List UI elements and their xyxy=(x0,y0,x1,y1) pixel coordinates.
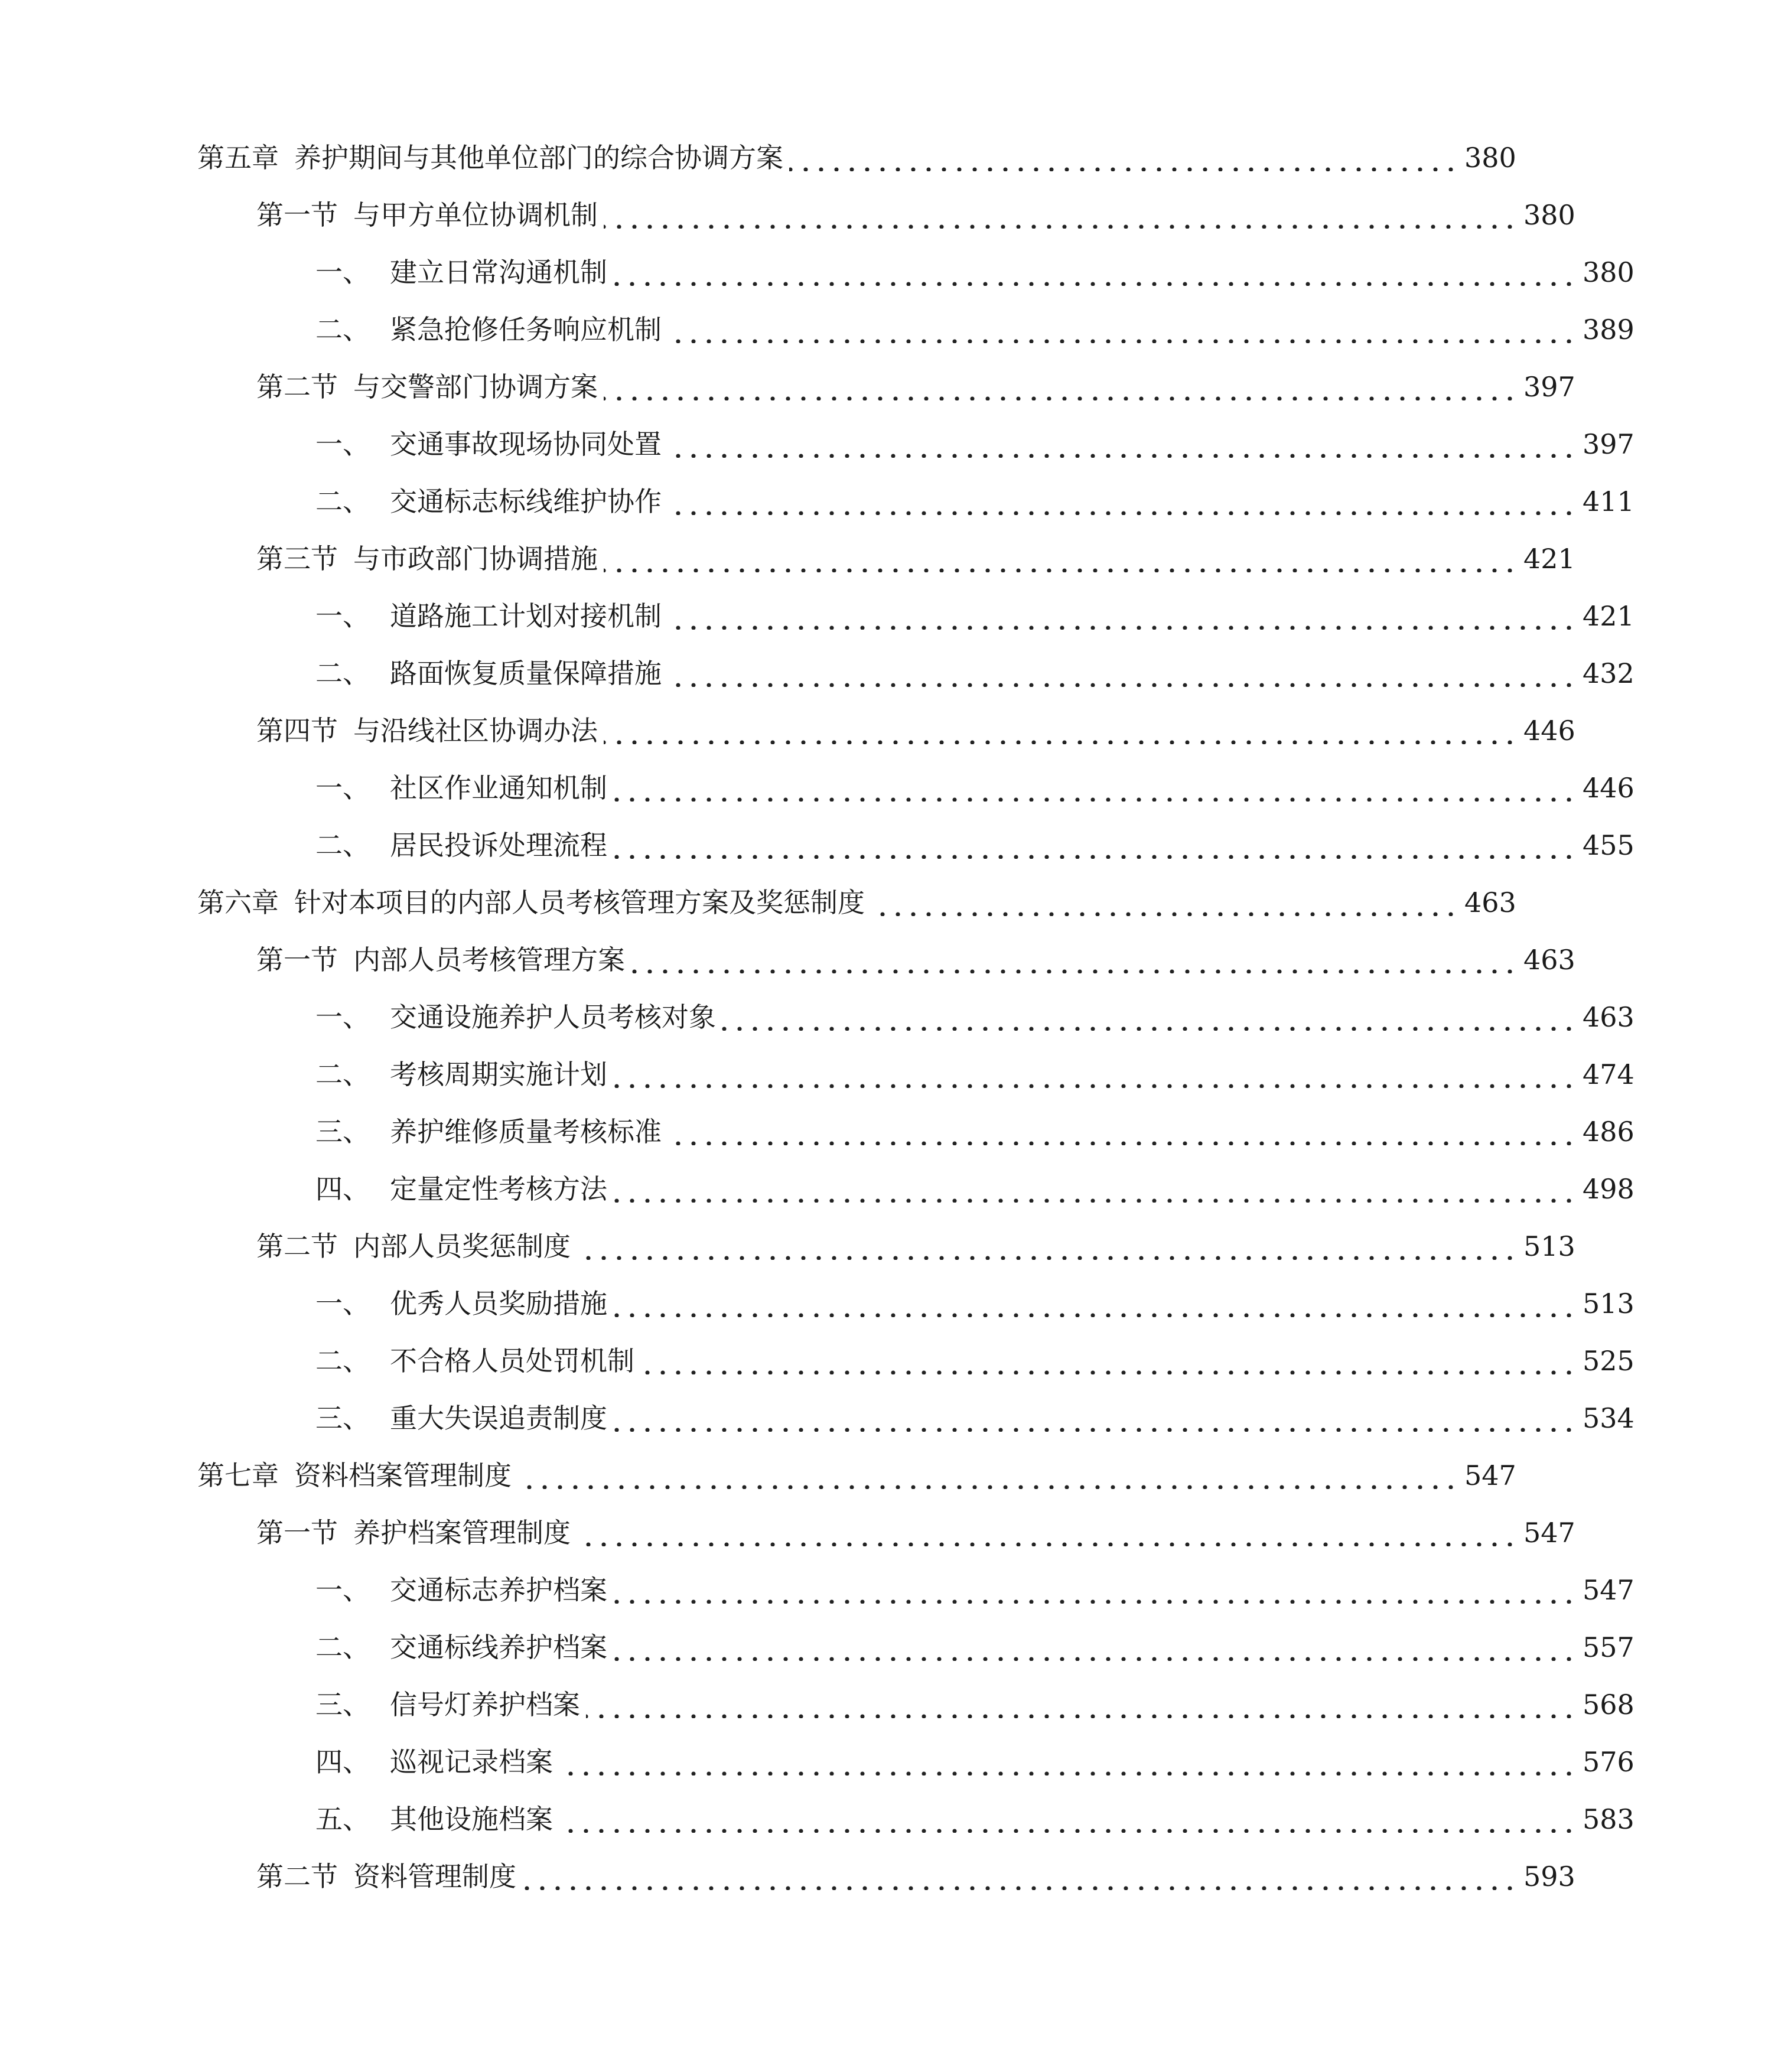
toc-entry-page: 463 xyxy=(1464,887,1516,918)
toc-entry-section[interactable] xyxy=(0,1511,1722,1554)
dot-leader xyxy=(613,259,1577,286)
toc-entry-title: 内部人员考核管理方案 xyxy=(353,944,625,976)
toc-entry-title: 养护档案管理制度 xyxy=(353,1517,571,1549)
dot-leader xyxy=(604,373,1518,400)
toc-entry-page: 455 xyxy=(1583,829,1635,861)
toc-entry-title: 内部人员奖惩制度 xyxy=(353,1230,571,1262)
dot-leader xyxy=(613,1405,1577,1432)
toc-entry-label: 二、 xyxy=(315,829,370,861)
toc-entry-title: 与沿线社区协调办法 xyxy=(353,715,598,747)
toc-entry-title: 优秀人员奖励措施 xyxy=(390,1288,607,1320)
toc-entry-page: 380 xyxy=(1464,142,1516,174)
toc-entry-page: 576 xyxy=(1583,1746,1635,1778)
toc-entry-chapter[interactable] xyxy=(0,881,1663,924)
toc-entry-title: 居民投诉处理流程 xyxy=(390,829,607,861)
toc-entry-title: 社区作业通知机制 xyxy=(390,772,607,804)
toc-entry-page: 547 xyxy=(1583,1574,1635,1606)
toc-entry-label: 三、 xyxy=(315,1402,370,1434)
toc-entry-section[interactable] xyxy=(0,194,1722,236)
toc-entry-item[interactable] xyxy=(0,1168,1781,1210)
toc-entry-label: 四、 xyxy=(315,1746,370,1778)
dot-leader xyxy=(668,488,1577,515)
toc-entry-page: 557 xyxy=(1583,1631,1635,1663)
toc-entry-page: 446 xyxy=(1523,715,1575,747)
toc-entry-label: 二、 xyxy=(315,1058,370,1090)
toc-entry-label: 第一节 xyxy=(256,944,338,976)
toc-entry-section[interactable] xyxy=(0,709,1722,752)
toc-entry-label: 第二节 xyxy=(256,1861,338,1892)
toc-entry-title: 建立日常沟通机制 xyxy=(390,256,607,288)
dot-leader xyxy=(559,1748,1577,1775)
toc-entry-item[interactable] xyxy=(0,767,1781,809)
toc-entry-label: 一、 xyxy=(315,1001,370,1033)
dot-leader xyxy=(604,545,1518,572)
dot-leader xyxy=(577,1519,1518,1546)
toc-entry-title: 巡视记录档案 xyxy=(390,1746,553,1778)
toc-entry-page: 421 xyxy=(1583,600,1635,632)
toc-entry-title: 交通标志养护档案 xyxy=(390,1574,607,1606)
toc-entry-page: 568 xyxy=(1583,1689,1635,1721)
toc-entry-page: 498 xyxy=(1583,1173,1635,1205)
toc-entry-label: 第四节 xyxy=(256,715,338,747)
toc-entry-item[interactable] xyxy=(0,595,1781,637)
toc-entry-title: 针对本项目的内部人员考核管理方案及奖惩制度 xyxy=(294,887,865,918)
dot-leader xyxy=(613,1061,1577,1088)
toc-entry-label: 一、 xyxy=(315,428,370,460)
toc-entry-page: 525 xyxy=(1583,1345,1635,1377)
toc-entry-page: 432 xyxy=(1583,657,1635,689)
toc-entry-page: 411 xyxy=(1583,486,1635,517)
toc-entry-item[interactable] xyxy=(0,251,1781,294)
dot-leader xyxy=(668,1118,1577,1145)
toc-entry-title: 与甲方单位协调机制 xyxy=(353,199,598,231)
toc-entry-page: 397 xyxy=(1523,371,1575,403)
dot-leader xyxy=(668,602,1577,630)
toc-entry-label: 第六章 xyxy=(197,887,279,918)
toc-entry-label: 第二节 xyxy=(256,371,338,403)
toc-entry-label: 一、 xyxy=(315,256,370,288)
toc-entry-label: 第一节 xyxy=(256,1517,338,1549)
toc-entry-item[interactable] xyxy=(0,824,1781,866)
toc-entry-title: 其他设施档案 xyxy=(390,1803,553,1835)
toc-entry-item[interactable] xyxy=(0,652,1781,695)
toc-entry-item[interactable] xyxy=(0,1741,1781,1783)
toc-entry-item[interactable] xyxy=(0,1282,1781,1325)
dot-leader xyxy=(631,946,1518,973)
toc-entry-item[interactable] xyxy=(0,1110,1781,1153)
toc-entry-title: 重大失误追责制度 xyxy=(390,1402,607,1434)
dot-leader xyxy=(613,774,1577,802)
toc-entry-item[interactable] xyxy=(0,423,1781,465)
toc-entry-label: 一、 xyxy=(315,772,370,804)
toc-entry-label: 二、 xyxy=(315,657,370,689)
toc-entry-item[interactable] xyxy=(0,1340,1781,1382)
dot-leader xyxy=(789,144,1458,171)
toc-entry-label: 五、 xyxy=(315,1803,370,1835)
dot-leader xyxy=(613,1576,1577,1604)
toc-entry-title: 养护期间与其他单位部门的综合协调方案 xyxy=(294,142,783,174)
toc-entry-section[interactable] xyxy=(0,1855,1722,1898)
toc-entry-label: 三、 xyxy=(315,1116,370,1148)
toc-entry-label: 第二节 xyxy=(256,1230,338,1262)
toc-entry-page: 463 xyxy=(1523,944,1575,976)
dot-leader xyxy=(604,717,1518,744)
toc-entry-page: 534 xyxy=(1583,1402,1635,1434)
toc-entry-page: 474 xyxy=(1583,1058,1635,1090)
dot-leader xyxy=(517,1462,1458,1489)
toc-entry-chapter[interactable] xyxy=(0,136,1663,179)
toc-entry-page: 547 xyxy=(1523,1517,1575,1549)
toc-entry-page: 380 xyxy=(1583,256,1635,288)
toc-entry-item[interactable] xyxy=(0,1626,1781,1669)
dot-leader xyxy=(559,1806,1577,1833)
toc-entry-item[interactable] xyxy=(0,996,1781,1038)
toc-entry-title: 定量定性考核方法 xyxy=(390,1173,607,1205)
toc-entry-title: 交通标志标线维护协作 xyxy=(390,486,662,517)
toc-entry-page: 397 xyxy=(1583,428,1635,460)
dot-leader xyxy=(613,832,1577,859)
toc-entry-title: 交通标线养护档案 xyxy=(390,1631,607,1663)
toc-entry-label: 第三节 xyxy=(256,543,338,575)
toc-entry-page: 513 xyxy=(1583,1288,1635,1320)
toc-entry-label: 第一节 xyxy=(256,199,338,231)
toc-entry-title: 道路施工计划对接机制 xyxy=(390,600,662,632)
toc-entry-label: 一、 xyxy=(315,1574,370,1606)
toc-entry-page: 446 xyxy=(1583,772,1635,804)
toc-entry-label: 第七章 xyxy=(197,1459,279,1491)
toc-entry-label: 二、 xyxy=(315,486,370,517)
toc-entry-item[interactable] xyxy=(0,308,1781,351)
toc-entry-label: 二、 xyxy=(315,314,370,346)
toc-entry-page: 389 xyxy=(1583,314,1635,346)
toc-entry-title: 与市政部门协调措施 xyxy=(353,543,598,575)
dot-leader xyxy=(871,889,1458,916)
toc-entry-title: 养护维修质量考核标准 xyxy=(390,1116,662,1148)
dot-leader xyxy=(668,316,1577,343)
toc-entry-label: 一、 xyxy=(315,1288,370,1320)
dot-leader xyxy=(577,1233,1518,1260)
toc-entry-page: 593 xyxy=(1523,1861,1575,1892)
toc-entry-label: 第五章 xyxy=(197,142,279,174)
dot-leader xyxy=(668,431,1577,458)
dot-leader xyxy=(522,1863,1518,1890)
toc-entry-page: 583 xyxy=(1583,1803,1635,1835)
toc-entry-title: 资料档案管理制度 xyxy=(294,1459,512,1491)
toc-entry-item[interactable] xyxy=(0,1798,1781,1840)
toc-entry-label: 四、 xyxy=(315,1173,370,1205)
toc-entry-item[interactable] xyxy=(0,1053,1781,1096)
toc-entry-page: 513 xyxy=(1523,1230,1575,1262)
dot-leader xyxy=(604,201,1518,229)
toc-entry-page: 486 xyxy=(1583,1116,1635,1148)
toc-entry-title: 交通事故现场协同处置 xyxy=(390,428,662,460)
toc-entry-page: 380 xyxy=(1523,199,1575,231)
toc-entry-title: 路面恢复质量保障措施 xyxy=(390,657,662,689)
toc-entry-item[interactable] xyxy=(0,1569,1781,1611)
toc-entry-page: 421 xyxy=(1523,543,1575,575)
toc-entry-section[interactable] xyxy=(0,1225,1722,1268)
toc-entry-label: 一、 xyxy=(315,600,370,632)
toc-entry-title: 资料管理制度 xyxy=(353,1861,516,1892)
dot-leader xyxy=(613,1290,1577,1317)
dot-leader xyxy=(613,1634,1577,1661)
toc-entry-title: 交通设施养护人员考核对象 xyxy=(390,1001,716,1033)
toc-entry-label: 二、 xyxy=(315,1631,370,1663)
toc-entry-title: 考核周期实施计划 xyxy=(390,1058,607,1090)
dot-leader xyxy=(613,1175,1577,1203)
toc-entry-chapter[interactable] xyxy=(0,1454,1663,1497)
toc-entry-title: 信号灯养护档案 xyxy=(390,1689,580,1721)
dot-leader xyxy=(586,1691,1577,1718)
toc-entry-item[interactable] xyxy=(0,1397,1781,1439)
toc-entry-title: 紧急抢修任务响应机制 xyxy=(390,314,662,346)
toc-entry-section[interactable] xyxy=(0,366,1722,408)
toc-entry-page: 547 xyxy=(1464,1459,1516,1491)
toc-entry-section[interactable] xyxy=(0,939,1722,981)
dot-leader xyxy=(668,660,1577,687)
toc-entry-label: 二、 xyxy=(315,1345,370,1377)
toc-entry-title: 与交警部门协调方案 xyxy=(353,371,598,403)
dot-leader xyxy=(722,1004,1577,1031)
toc-entry-label: 三、 xyxy=(315,1689,370,1721)
toc-entry-page: 463 xyxy=(1583,1001,1635,1033)
toc-entry-title: 不合格人员处罚机制 xyxy=(390,1345,634,1377)
dot-leader xyxy=(640,1347,1577,1374)
toc-entry-item[interactable] xyxy=(0,1683,1781,1726)
toc-entry-item[interactable] xyxy=(0,480,1781,523)
toc-entry-section[interactable] xyxy=(0,537,1722,580)
